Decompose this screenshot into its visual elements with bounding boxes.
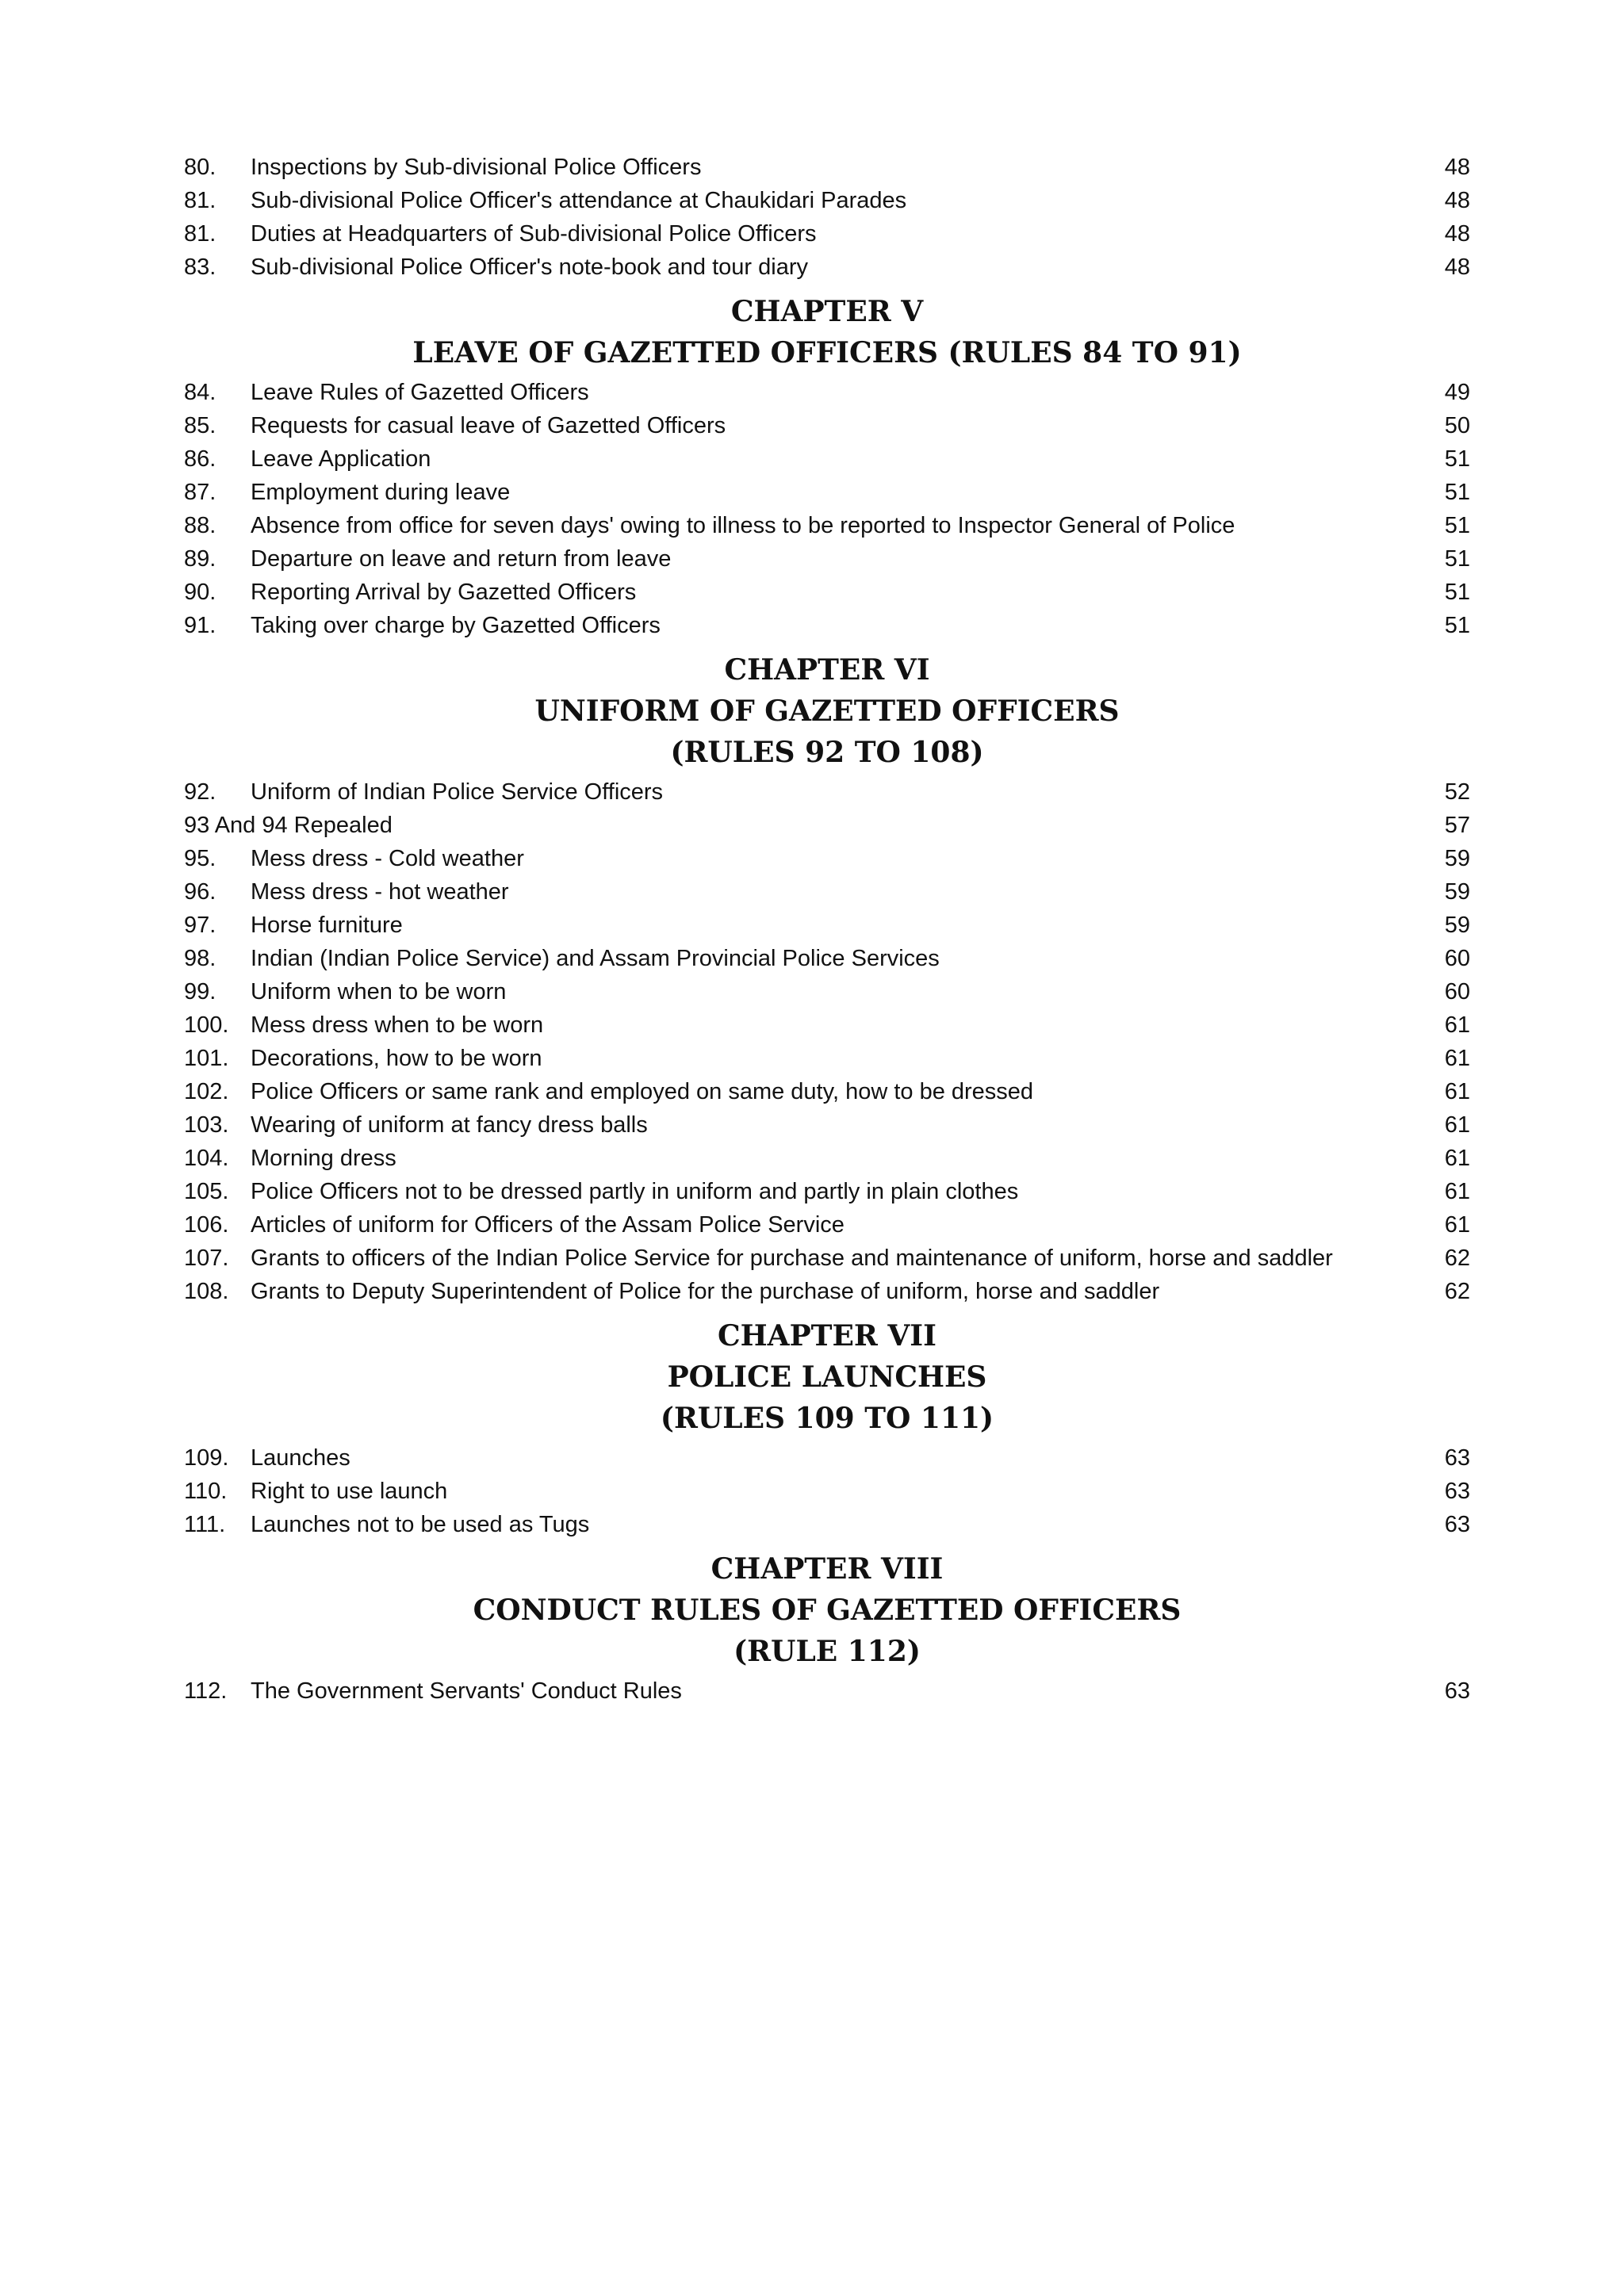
- rule-number: 108.: [184, 1279, 229, 1304]
- toc-entry: [184, 376, 1470, 409]
- rule-title: Grants to Deputy Superintendent of Police for the purchase of uniform, horse and saddler: [251, 1279, 1160, 1304]
- toc-entry: [184, 184, 1470, 217]
- rule-number: 96.: [184, 879, 216, 905]
- rule-title: Right to use launch: [251, 1479, 448, 1504]
- toc-entry: [184, 409, 1470, 442]
- page-number: 61: [1444, 1012, 1470, 1038]
- toc-entry: [184, 1508, 1470, 1541]
- rule-number: 102.: [184, 1079, 229, 1104]
- rule-number: 100.: [184, 1012, 229, 1038]
- page-number: 48: [1444, 188, 1470, 213]
- page-number: 51: [1444, 546, 1470, 572]
- page-number: 52: [1444, 779, 1470, 805]
- rule-number: 112.: [184, 1678, 228, 1704]
- rule-title: Sub-divisional Police Officer's attendance at Chaukidari Parades: [251, 188, 907, 213]
- page-number: 51: [1444, 446, 1470, 472]
- toc-entry: [184, 1108, 1470, 1142]
- rule-title: Morning dress: [251, 1146, 396, 1171]
- toc-entry: [184, 609, 1470, 642]
- chapter-title: CONDUCT RULES OF GAZETTED OFFICERS: [473, 1594, 1182, 1627]
- toc-entry: [184, 1142, 1470, 1175]
- page-number: 51: [1444, 613, 1470, 638]
- rule-number: 88.: [184, 513, 216, 538]
- page-number: 57: [1444, 813, 1470, 838]
- rule-number: 109.: [184, 1445, 229, 1471]
- rule-title: Requests for casual leave of Gazetted Officers: [251, 413, 726, 438]
- page-number: 59: [1444, 879, 1470, 905]
- page-number: 60: [1444, 979, 1470, 1004]
- chapter-heading: CHAPTER VI: [724, 653, 930, 687]
- rule-title: Launches not to be used as Tugs: [251, 1512, 590, 1537]
- rule-title: Indian (Indian Police Service) and Assam Provincial Police Services: [251, 946, 940, 971]
- toc-entry: [184, 151, 1470, 184]
- rule-title: Taking over charge by Gazetted Officers: [251, 613, 661, 638]
- chapter-6-section: [184, 652, 1470, 1308]
- page-number: 48: [1444, 254, 1470, 280]
- rule-number: 103.: [184, 1112, 229, 1138]
- page-number: 50: [1444, 413, 1470, 438]
- rule-number: 91.: [184, 613, 216, 638]
- toc-entry: [184, 442, 1470, 476]
- page-number: 63: [1444, 1678, 1470, 1704]
- toc-entry: [184, 875, 1470, 909]
- toc-entry: [184, 1674, 1470, 1708]
- toc-entry: [184, 775, 1470, 809]
- toc-entry: [184, 1175, 1470, 1208]
- page-number: 62: [1444, 1279, 1470, 1304]
- toc-entry: [184, 1242, 1470, 1275]
- chapter-rules-range: (RULE 112): [733, 1635, 921, 1668]
- page-number: 63: [1444, 1512, 1470, 1537]
- rule-title: Departure on leave and return from leave: [251, 546, 672, 572]
- chapter-rules-range: (RULES 109 TO 111): [660, 1402, 994, 1435]
- page-number: 48: [1444, 221, 1470, 247]
- rule-title: Mess dress - hot weather: [251, 879, 509, 905]
- rule-title: Absence from office for seven days' owing to illness to be reported to Inspector General of Police: [251, 513, 1235, 538]
- page-number: 63: [1444, 1445, 1470, 1471]
- rule-title: Grants to officers of the Indian Police Service for purchase and maintenance of uniform, horse and saddler: [251, 1246, 1333, 1271]
- rule-title: Inspections by Sub-divisional Police Officers: [251, 155, 702, 180]
- rule-title: Uniform of Indian Police Service Officers: [251, 779, 664, 805]
- rule-title: Police Officers or same rank and employed on same duty, how to be dressed: [251, 1079, 1034, 1104]
- rule-title: Sub-divisional Police Officer's note-book and tour diary: [251, 254, 808, 280]
- page-number: 49: [1444, 380, 1470, 405]
- rule-title: Leave Rules of Gazetted Officers: [251, 380, 589, 405]
- rule-number: 107.: [184, 1246, 229, 1271]
- rule-title: Articles of uniform for Officers of the Assam Police Service: [251, 1212, 845, 1238]
- chapter-heading: CHAPTER VIII: [710, 1552, 944, 1586]
- rule-title: Decorations, how to be worn: [251, 1046, 542, 1071]
- chapter-rules-range: (RULES 92 TO 108): [670, 736, 984, 769]
- chapter-5-section: [184, 293, 1470, 642]
- rule-title: Wearing of uniform at fancy dress balls: [251, 1112, 648, 1138]
- rule-title: Police Officers not to be dressed partly in uniform and partly in plain clothes: [251, 1179, 1019, 1204]
- toc-entry: [184, 1008, 1470, 1042]
- toc-entry: [184, 542, 1470, 576]
- toc-entry: [184, 1441, 1470, 1475]
- rule-number: 92.: [184, 779, 216, 805]
- rule-number: 105.: [184, 1179, 229, 1204]
- page-number: 51: [1444, 580, 1470, 605]
- rule-number: 111.: [184, 1512, 226, 1537]
- chapter-title: POLICE LAUNCHES: [667, 1360, 987, 1394]
- rule-number: 81.: [184, 188, 216, 213]
- page-number: 51: [1444, 513, 1470, 538]
- toc-entry: [184, 1275, 1470, 1308]
- toc-entry: [184, 1475, 1470, 1508]
- rule-number: 106.: [184, 1212, 229, 1238]
- chapter-title: LEAVE OF GAZETTED OFFICERS (RULES 84 TO 91): [412, 336, 1242, 369]
- rule-number: 110.: [184, 1479, 228, 1504]
- rule-number: 90.: [184, 580, 216, 605]
- page-number: 48: [1444, 155, 1470, 180]
- rule-number: 89.: [184, 546, 216, 572]
- page-number: 59: [1444, 846, 1470, 871]
- rule-title: Mess dress when to be worn: [251, 1012, 544, 1038]
- rule-number: 104.: [184, 1146, 229, 1171]
- rule-number: 81.: [184, 221, 216, 247]
- rule-number: 80.: [184, 155, 216, 180]
- toc-entry: [184, 975, 1470, 1008]
- rule-number: 87.: [184, 480, 216, 505]
- toc-entry: [184, 1042, 1470, 1075]
- page-number: 59: [1444, 913, 1470, 938]
- rule-number: 86.: [184, 446, 216, 472]
- page-number: 61: [1444, 1212, 1470, 1238]
- chapter-title: UNIFORM OF GAZETTED OFFICERS: [534, 695, 1120, 728]
- rule-title: Mess dress - Cold weather: [251, 846, 524, 871]
- toc-entry: [184, 909, 1470, 942]
- page-number: 61: [1444, 1179, 1470, 1204]
- rule-number: 97.: [184, 913, 216, 938]
- page-number: 61: [1444, 1046, 1470, 1071]
- toc-entry: [184, 217, 1470, 251]
- chapter-8-section: [184, 1551, 1470, 1708]
- rule-title: Uniform when to be worn: [251, 979, 507, 1004]
- page-number: 60: [1444, 946, 1470, 971]
- rule-title: Duties at Headquarters of Sub-divisional Police Officers: [251, 221, 817, 247]
- toc-entry: [184, 1075, 1470, 1108]
- rule-number: 95.: [184, 846, 216, 871]
- rule-title: Reporting Arrival by Gazetted Officers: [251, 580, 637, 605]
- chapter-heading: CHAPTER VII: [718, 1319, 936, 1353]
- toc-entry: [184, 476, 1470, 509]
- toc-section-continued: [184, 151, 1470, 284]
- rule-title: Employment during leave: [251, 480, 511, 505]
- page-number: 61: [1444, 1112, 1470, 1138]
- toc-entry: [184, 576, 1470, 609]
- rule-number: 83.: [184, 254, 216, 280]
- rule-title: Launches: [251, 1445, 350, 1471]
- toc-entry: [184, 809, 1470, 842]
- chapter-7-section: [184, 1318, 1470, 1541]
- toc-entry: [184, 842, 1470, 875]
- rule-number: 85.: [184, 413, 216, 438]
- rule-title: Horse furniture: [251, 913, 403, 938]
- rule-title: The Government Servants' Conduct Rules: [251, 1678, 682, 1704]
- toc-entry: [184, 251, 1470, 284]
- rule-number: 99.: [184, 979, 216, 1004]
- rule-title: 93 And 94 Repealed: [184, 813, 393, 838]
- page-number: 61: [1444, 1146, 1470, 1171]
- rule-title: Leave Application: [251, 446, 431, 472]
- toc-entry: [184, 942, 1470, 975]
- page-number: 61: [1444, 1079, 1470, 1104]
- toc-entry: [184, 1208, 1470, 1242]
- rule-number: 101.: [184, 1046, 229, 1071]
- page-number: 51: [1444, 480, 1470, 505]
- rule-number: 84.: [184, 380, 216, 405]
- chapter-heading: CHAPTER V: [730, 295, 924, 328]
- page-number: 62: [1444, 1246, 1470, 1271]
- toc-entry: [184, 509, 1470, 542]
- table-of-contents: [184, 151, 1470, 1708]
- rule-number: 98.: [184, 946, 216, 971]
- page-number: 63: [1444, 1479, 1470, 1504]
